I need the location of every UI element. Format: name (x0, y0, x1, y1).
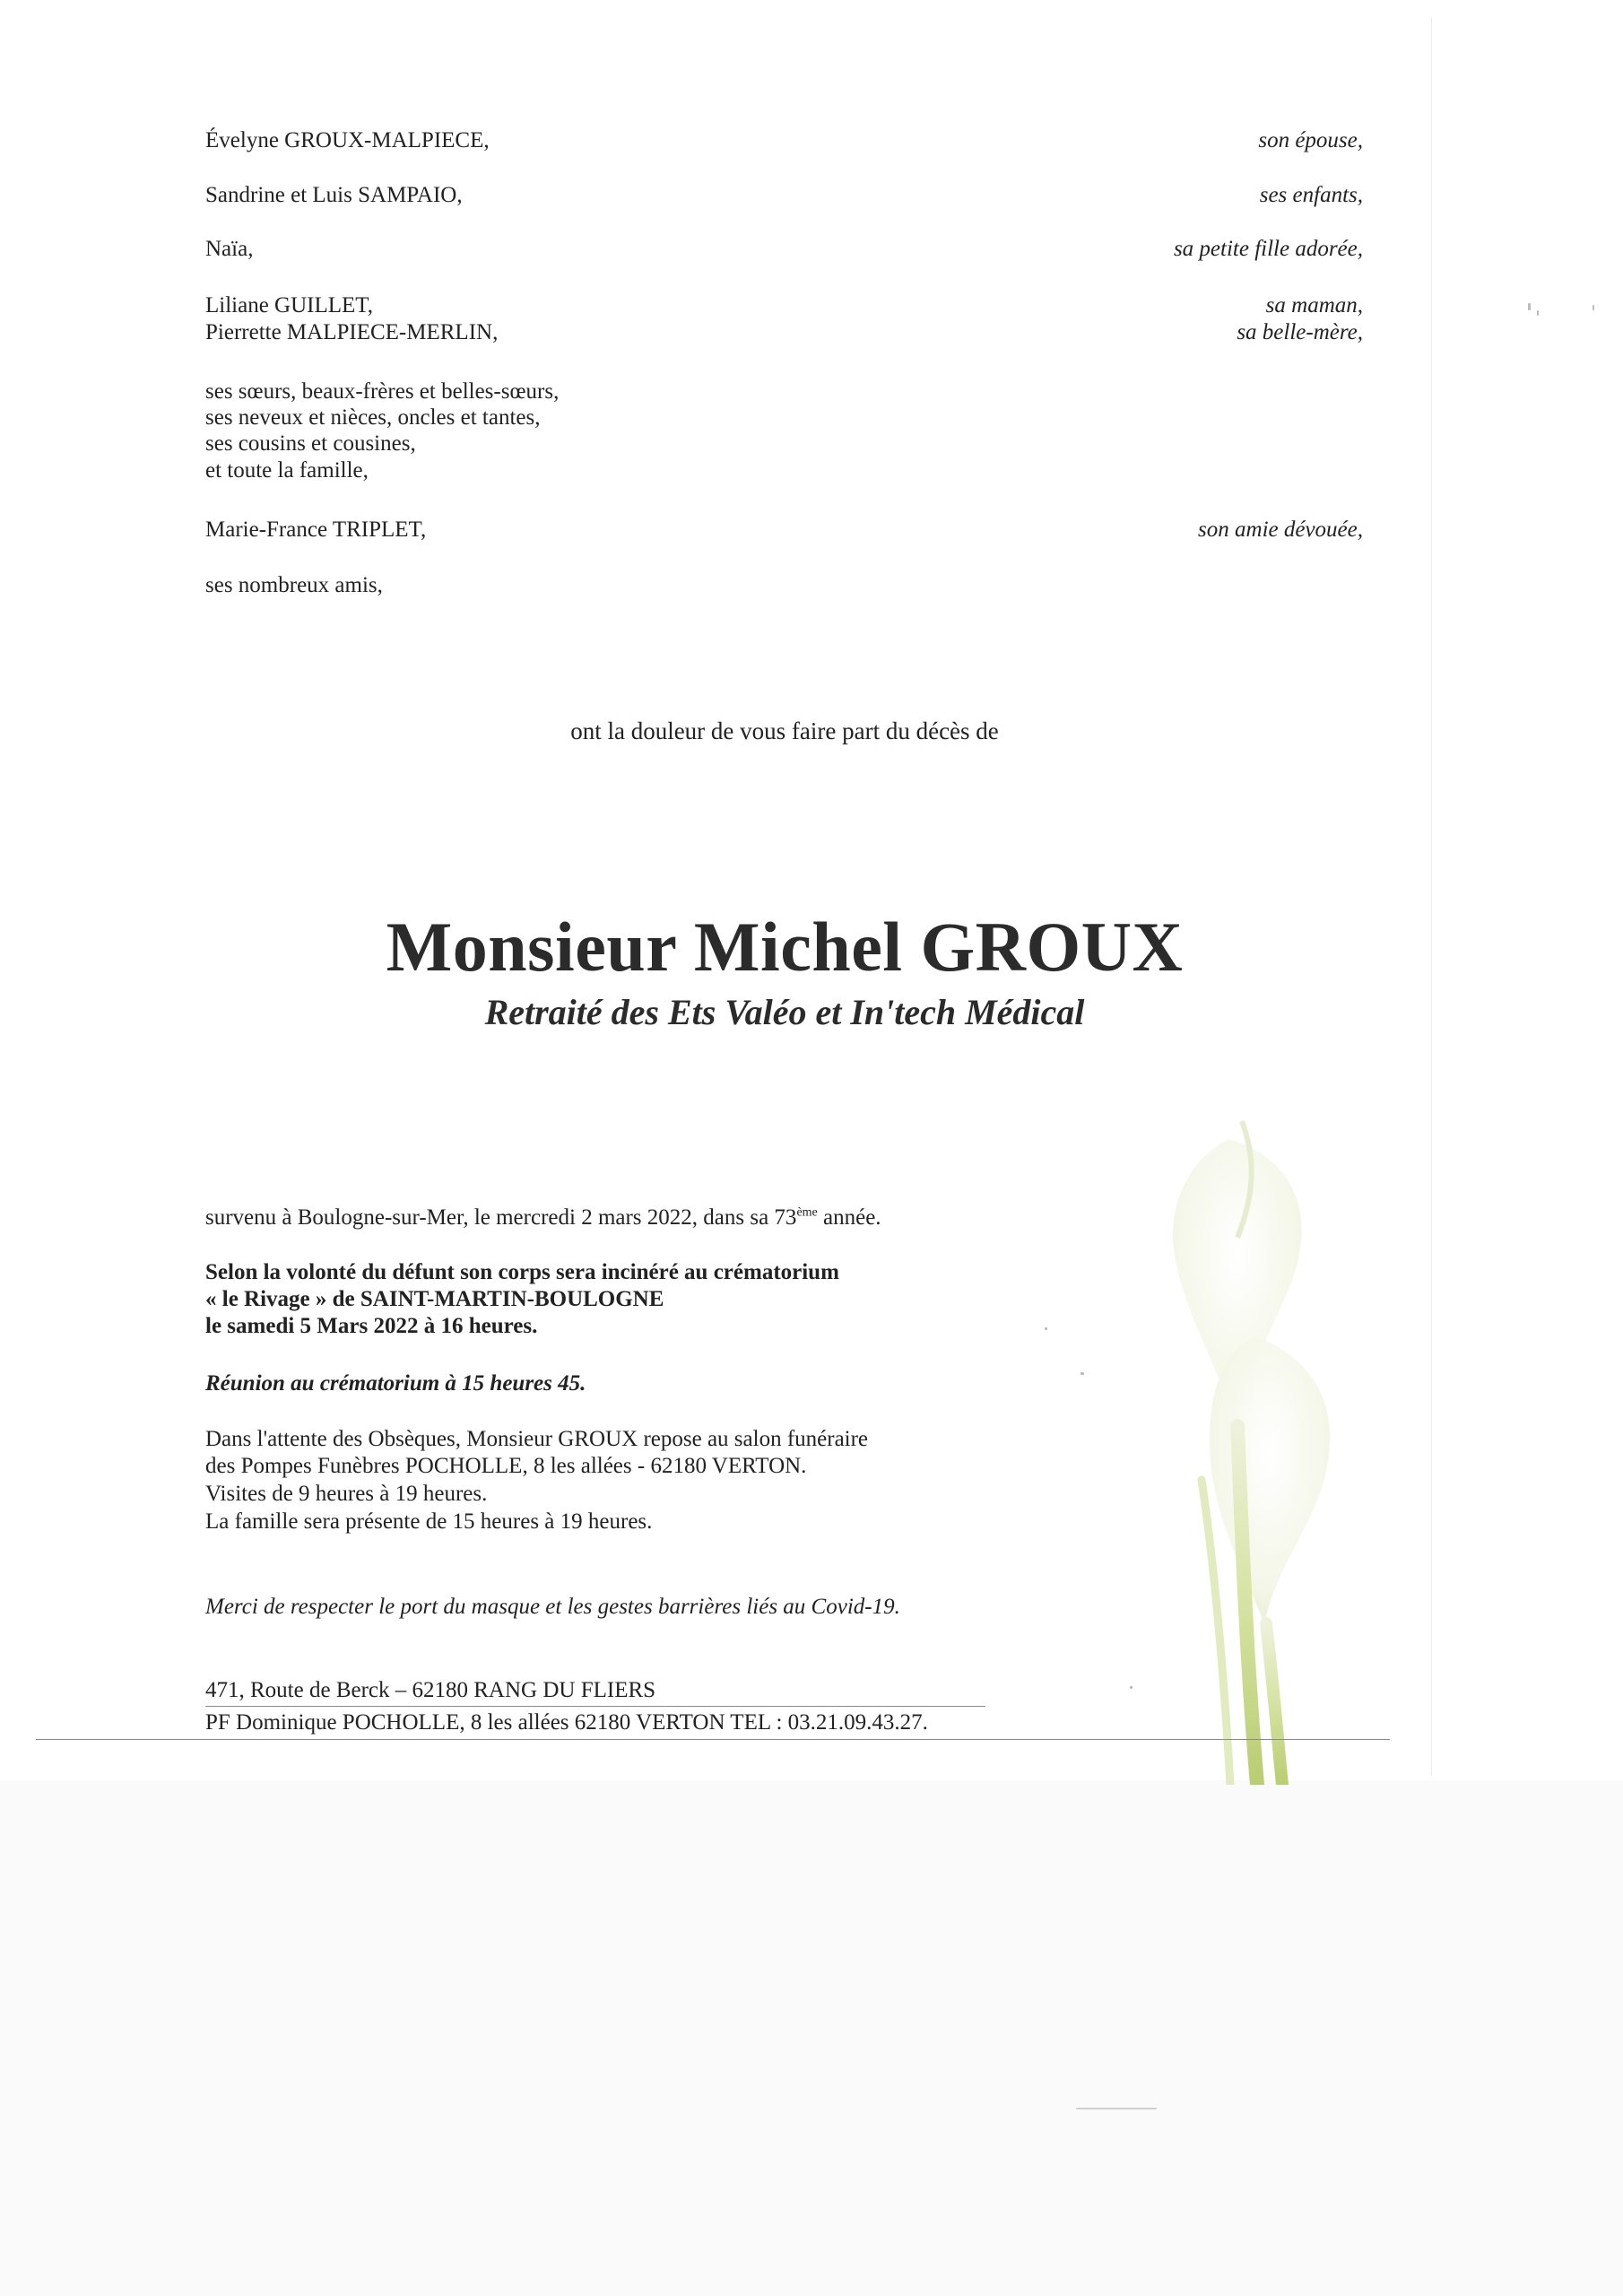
relatives-line: et toute la famille, (205, 458, 369, 483)
visitation-line: Dans l'attente des Obsèques, Monsieur GROUX repose au salon funéraire (205, 1427, 869, 1451)
cremation-line: Selon la volonté du défunt son corps sera incinéré au crématorium (205, 1260, 839, 1284)
footer-divider (205, 1706, 985, 1707)
death-text: survenu à Boulogne-sur-Mer, le mercredi 2 mars 2022, dans sa 73 (205, 1205, 797, 1230)
scan-bottom-margin (0, 1780, 1623, 2296)
death-text-end: année. (817, 1205, 881, 1230)
scan-speck (1076, 2108, 1157, 2109)
wife-name: Évelyne GROUX-MALPIECE, (205, 128, 490, 152)
mother-in-law-name: Pierrette MALPIECE-MERLIN, (205, 320, 499, 344)
cremation-line: le samedi 5 Mars 2022 à 16 heures. (205, 1314, 538, 1338)
footer-address: 471, Route de Berck – 62180 RANG DU FLIERS (205, 1678, 656, 1702)
calla-lily-illustration (1022, 1103, 1453, 1785)
relatives-line: ses cousins et cousines, (205, 431, 416, 456)
death-line (205, 1205, 881, 1231)
calla-lily-icon (1022, 1103, 1453, 1785)
reunion-line: Réunion au crématorium à 15 heures 45. (205, 1371, 586, 1396)
footer-bottom-rule (36, 1739, 1390, 1740)
granddaughter-name: Naïa, (205, 237, 254, 261)
mother-name: Liliane GUILLET, (205, 293, 373, 317)
friend-relation: son amie dévouée, (1198, 517, 1363, 542)
children-name: Sandrine et Luis SAMPAIO, (205, 183, 463, 207)
visitation-line: La famille sera présente de 15 heures à 19 heures. (205, 1509, 653, 1534)
announcement-line: ont la douleur de vous faire part du décès de (570, 718, 999, 744)
mother-in-law-relation: sa belle-mère, (1237, 320, 1363, 344)
deceased-name: Monsieur Michel GROUX (386, 908, 1184, 986)
scan-speck (1593, 305, 1594, 310)
children-relation: ses enfants, (1259, 183, 1363, 207)
relatives-line: ses sœurs, beaux-frères et belles-sœurs, (205, 379, 560, 404)
relatives-line: ses neveux et nièces, oncles et tantes, (205, 405, 541, 430)
wife-relation: son épouse, (1258, 128, 1363, 152)
scan-speck (1528, 303, 1531, 310)
friends-line: ses nombreux amis, (205, 573, 383, 597)
footer-funeral-home: PF Dominique POCHOLLE, 8 les allées 62180 VERTON TEL : 03.21.09.43.27. (205, 1710, 928, 1735)
visitation-line: Visites de 9 heures à 19 heures. (205, 1482, 488, 1506)
cremation-line: « le Rivage » de SAINT-MARTIN-BOULOGNE (205, 1287, 664, 1311)
granddaughter-relation: sa petite fille adorée, (1173, 237, 1363, 261)
death-ordinal-suffix: ème (796, 1205, 818, 1220)
friend-name: Marie-France TRIPLET, (205, 517, 427, 542)
mother-relation: sa maman, (1265, 293, 1363, 317)
covid-notice: Merci de respecter le port du masque et les gestes barrières liés au Covid-19. (205, 1595, 900, 1619)
scan-speck (1537, 310, 1539, 316)
deceased-title: Retraité des Ets Valéo et In'tech Médical (484, 992, 1085, 1032)
visitation-line: des Pompes Funèbres POCHOLLE, 8 les allées - 62180 VERTON. (205, 1454, 807, 1478)
